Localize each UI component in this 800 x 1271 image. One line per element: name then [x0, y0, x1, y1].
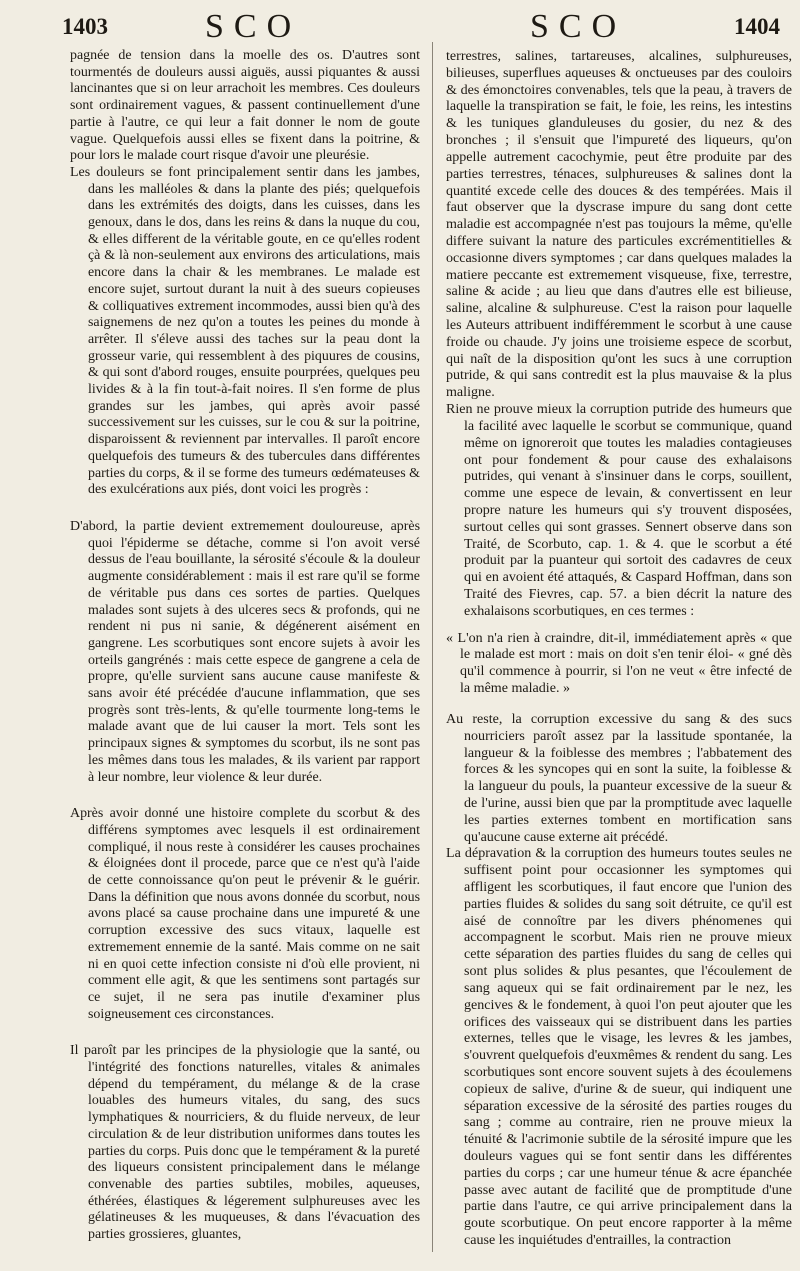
paragraph: D'abord, la partie devient extremement douloureuse, après quoi l'épiderme se détache, comme si l'on avoit versé dessus de l'eau bouillante, la sérosité s'écoule & la douleur augmente considérablement : mais il est rare qu'il se forme de véritable pus dans ces sortes de parties. Quelques malades sont sujets à des ulceres secs & profonds, qui ne rendent ni pus ni sanie, & dégénerent aisément en gangrene. Les scorbutiques sont encore sujets à avoir les orteils gangrénés : mais cette espece de gangrene a cela de propre, qu'elle survient sans aucune cause manifeste & sans avoir été précédée d'aucune inflammation, que ses progrès sont très-lents, & qu'elle tourmente long-tems le malade avant que de lui causer la mort. Tels sont les principaux signes & symptomes du scorbut, ils ne sont pas les mêmes dans tous les malades, & ils varient par rapport à leur nombre, leur violence & leur durée. — [70, 518, 420, 785]
paragraph: terrestres, salines, tartareuses, alcalines, sulphureuses, bilieuses, superflues aqueuses & onctueuses par des couloirs & des émonctoires convenables, tels que la peau, à travers de laquelle la transpiration se fait, le foie, les reins, les intestins & les tuniques glanduleuses du gosier, du nez & des bronches ; il s'ensuit que l'impureté des liqueurs, qu'on appelle autrement cacochymie, peut être produite par des parties terrestres, ténaces, sulphureuses & salines dont la quantité excede celle des douces & des tempérées. Mais il faut observer que la dyscrase impure du sang dont cette maladie est accompagnée n'est pas toujours la même, qu'elle differe suivant la nature des particules excrémentitielles & occasionne divers symptomes ; car dans quelques malades la matiere peccante est extremement visqueuse, fixe, terrestre, saline & acide ; au lieu que dans d'autres elle est bilieuse, saline, alcaline & sulphureuse. C'est la raison pour laquelle les Auteurs attribuent indifféremment le scorbut à une cause froide ou chaude. J'y joins une troisieme espece de scorbut, qui naît de la disposition qu'ont les sucs à une corruption putride, & qui sans contredit est la plus mauvaise & la plus maligne. — [446, 48, 792, 401]
page-number-right: 1404 — [734, 14, 780, 39]
paragraph: Au reste, la corruption excessive du sang & des sucs nourriciers paroît assez par la lassitude spontanée, la langueur & la foiblesse des membres ; l'abbatement des forces & les syncopes qui en sont la suite, la foiblesse & la langueur du pouls, la puanteur excessive de la sueur & de l'urine, aussi bien que par la promptitude avec laquelle les parties externes tombent en mortification sans qu'aucune cause externe ait précédé. — [446, 710, 792, 845]
quotation: « L'on n'a rien à craindre, dit-il, immédiatement après « que le malade est mort : mais on doit s'en tenir éloi- « gné dès qu'il commence à pourrir, si l'on ne veut « être infecté de la même maladie. » — [446, 629, 792, 697]
page-header — [0, 8, 800, 48]
column-rule — [432, 42, 433, 1252]
paragraph: Il paroît par les principes de la physiologie que la santé, ou l'intégrité des fonctions naturelles, vitales & animales dépend du tempérament, du mélange & de la crase louables des humeurs vitales, du sang, des sucs lymphatiques & nourriciers, & du fluide nerveux, de leur circulation & de leur distribution uniformes dans toutes les parties du corps. Puis donc que le tempérament & la pureté des liqueurs consistent principalement dans le mélange convenable des parties subtiles, mobiles, aqueuses, éthérées, élastiques & légerement sulphureuses avec les gélatineuses & les muqueuses, & dans l'évacuation des parties grossieres, gluantes, — [70, 1043, 420, 1243]
paragraph: Les douleurs se font principalement sentir dans les jambes, dans les malléoles & dans la plante des piés; quelquefois dans les extrémités des doigts, dans les cuisses, dans les genoux, dans le dos, dans les reins & dans la nuque du cou, & elles different de la véritable goute, en ce qu'elles rodent çà & là non-seulement aux environs des articulations, mais encore dans la chair & les membranes. Le malade est encore sujet, surtout durant la nuit à des sueurs copieuses & colliquatives extrement incommodes, aussi bien qu'à des saignemens de nez qu'on a toutes les peines du monde à arrêter. Il s'éleve aussi des taches sur la peau dont la grosseur varie, qui ressemblent à des piquures de cousins, & qui sont d'abord rouges, ensuite pourprées, quelques peu livides & à la fin tout-à-fait noires. Il s'en forme de plus grandes sur les jambes, qui après avoir passé successivement sur les cuisses, sur le cou & sur la poitrine, disparoissent & reviennent par intervalles. Il paroît encore quelquefois des tumeurs & des tubercules dans différentes parties du corps, & il se forme des tumeurs œdémateuses & des exulcérations aux piés, dont voici les progrès : — [70, 164, 420, 498]
left-column — [70, 48, 420, 1244]
page-number-left: 1403 — [62, 14, 108, 39]
running-head-right: SCO — [530, 8, 627, 45]
right-column — [446, 48, 792, 1249]
paragraph: Après avoir donné une histoire complete du scorbut & des différens symptomes avec lesquels il est ordinairement compliqué, il nous reste à considérer les causes prochaines & éloignées dont il procede, parce que ce n'est qu'à l'aide de cette connoissance qu'on peut le prévenir & le guérir. Dans la définition que nous avons donnée du scorbut, nous avons placé sa cause prochaine dans une impureté & une corruption excessive des sucs vitaux, laquelle est extremement ennemie de la santé. Mais comme on ne sait ni en quoi cette infection consiste ni d'où elle provient, ni comment elle agit, & que les sentimens sont partagés sur ce sujet, il ne sera pas inutile d'examiner plus soigneusement ces circonstances. — [70, 806, 420, 1022]
paragraph: Rien ne prouve mieux la corruption putride des humeurs que la facilité avec laquelle le scorbut se communique, quand même on ignoreroit que toutes les maladies contagieuses ont pour fondement & pour cause des exhalaisons putrides, qui venant à s'insinuer dans le corps, souillent, comme une espece de levain, & convertissent en leur propre nature les humeurs qui s'y trouvent disposées, surtout celles qui sont grasses. Sennert observe dans son Traité, de Scorbuto, cap. 1. & 4. que le scorbut a été produit par la puanteur qui sortoit des cadavres de ceux qui en avoient été attaqués, & Caspard Hoffman, dans son Traité des Fievres, cap. 57. a bien décrit la nature des exhalaisons scorbutiques, en ces termes : — [446, 401, 792, 619]
paragraph: La dépravation & la corruption des humeurs toutes seules ne suffisent point pour occasionner les symptomes qui affligent les scorbutiques, il faut encore que l'union des parties fluides & solides du sang soit détruite, ce qu'il est aisé de connoître par les divers phénomenes qui accompagnent le scorbut. Mais rien ne prouve mieux cette séparation des parties fluides du sang de celles qui sont plus solides & plus pesantes, que l'écoulement de sang aqueux qui se fait ordinairement par le nez, les gencives & le fondement, à quoi l'on peut ajouter que les orifices des vaisseaux qui se distribuent dans les parties externes, telles que le visage, les levres & les jambes, s'ouvrent quelquefois d'euxmêmes & rendent du sang. Les scorbutiques sont encore souvent sujets à des écoulemens copieux de salive, d'urine & de sueur, qui indiquent une séparation excessive de la sérosité des parties rouges du sang ; comme au contraire, rien ne prouve mieux la ténuité & l'acrimonie subtile de la sérosité impure que les douleurs vagues qui se font sentir dans les différentes parties du corps ; car une humeur ténue & acre épanchée passe avec autant de facilité que de promptitude d'une partie dans l'autre, ce qui arrive principalement dans la goute scorbutique. On peut encore rapporter à la même cause les inquiétudes d'entrailles, la contraction — [446, 845, 792, 1249]
running-head-left: SCO — [205, 8, 302, 45]
paragraph: pagnée de tension dans la moelle des os. D'autres sont tourmentés de douleurs aussi aiguës, aussi piquantes & aussi lancinantes que si on leur arrachoit les membres. Ces douleurs sont ordinairement vagues, & passent continuellement d'une partie à l'autre, ce qui leur a fait donner le nom de goute vague. Quelquefois aussi elles se fixent dans la poitrine, & pour lors le malade court risque d'avoir une pleurésie. — [70, 48, 420, 164]
